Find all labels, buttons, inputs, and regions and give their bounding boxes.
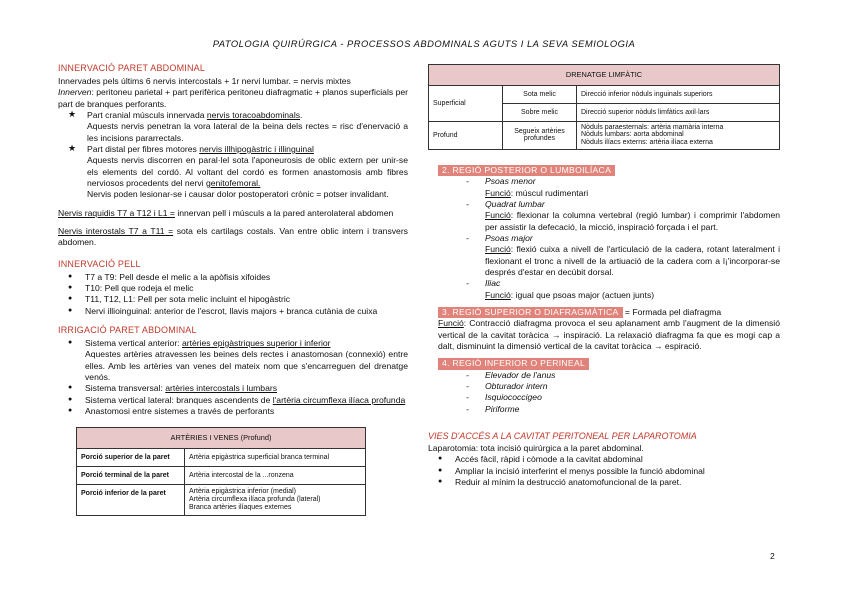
label: Funció — [485, 289, 511, 300]
table-row — [429, 65, 780, 86]
star-list — [66, 110, 408, 201]
underlined-term: genitofemoral. — [205, 177, 261, 188]
text: : múscul rudimentari — [510, 187, 589, 198]
section-regio-inferior — [438, 358, 780, 415]
list-item: ● Ampliar la incisió interferint el menys possible la funció abdominal — [436, 466, 780, 477]
text: Sistema vertical anterior: — [85, 337, 182, 348]
section-title: VIES D'ACCÉS A LA CAVITAT PERITONEAL PER LAPAROTOMIA — [428, 431, 697, 442]
list-item: - Obturador intern — [466, 381, 780, 392]
section-irrigacio — [58, 325, 408, 417]
table-row — [429, 121, 780, 149]
section-title: INNERVACIÓ PELL — [58, 258, 141, 269]
bullet-list — [66, 338, 408, 417]
label: Funció — [485, 244, 511, 255]
list-item — [66, 395, 408, 406]
text: innervan pell i músculs a la pared anterolateral abdomen — [174, 207, 394, 218]
arteries-table — [76, 427, 366, 515]
page-number: 2 — [770, 551, 775, 561]
underlined-term: l'artèria circumflexa ilíaca profunda — [272, 394, 406, 405]
underlined-term: nervis toracoabdominals — [206, 109, 301, 120]
text: Sistema transversal: — [85, 383, 166, 394]
paragraph — [438, 307, 780, 318]
sub-paragraph — [466, 244, 780, 278]
drenatge-table — [428, 64, 780, 150]
text: Part distal per fibres motores — [87, 143, 200, 154]
table-cell-label: Porció terminal de la paret — [77, 467, 185, 485]
section-vies-acces — [428, 431, 780, 488]
sub-paragraph — [466, 188, 780, 199]
dash-list — [466, 233, 780, 244]
table-row — [77, 467, 366, 485]
bullet-list — [436, 454, 780, 488]
label: Funció — [485, 187, 511, 198]
sub-paragraph — [87, 155, 408, 189]
table-row — [77, 428, 366, 449]
dash-list — [466, 370, 780, 415]
list-item: - Elevador de l'anus — [466, 370, 780, 381]
dash-list — [466, 278, 780, 289]
text: Aquests nervis discorren en paral·lel sota l'aponeurosis de oblic extern per unir-se els elements del cordó. Al voltant del cordó es formen anastomosis amb fibres nerviosos procedents del nervi — [87, 155, 408, 188]
table-cell-value: Artèria epigàstrica superficial branca terminal — [185, 448, 366, 466]
list-item: - Psoas major — [466, 233, 780, 244]
list-item: ● Nervi illioinguinal: anterior de l'escrot, llavis majors + branca cutània de cuixa — [66, 306, 408, 317]
section-regio-posterior — [438, 165, 780, 301]
text: sota els cartilags costals. Van entre oblic intern i transvers abdomen. — [58, 226, 408, 248]
table-cell-value: Nòduls paraesternals: artèria mamària interna Nòduls lumbars: aorta abdominal Nòduls ilíacs externs: artèria ilíaca externa — [577, 121, 780, 149]
bullet-list — [66, 272, 408, 317]
table-row — [77, 448, 366, 466]
table-cell-value: Artèria epigàstrica inferior (medial) Artèria circumflexa ilíaca profunda (lateral) Branca artèries ilíaques externes — [185, 485, 366, 515]
underlined-term: artèries epigàstriques superior i inferior — [181, 337, 331, 348]
page-header: PATOLOGIA QUIRÚRGICA - PROCESSOS ABDOMINALS AGUTS I LA SEVA SEMIOLOGIA — [212, 38, 636, 49]
table-cell-value: Artèria intercostal de la ...ronzena — [185, 467, 366, 485]
paragraph — [58, 226, 408, 249]
list-item: ● Anastomosi entre sistemes a través de perforants — [66, 406, 408, 417]
section-regio-superior — [438, 307, 780, 352]
text: = Formada pel diafragma — [622, 306, 722, 317]
sub-paragraph: Aquestes artèries atravessen les beines dels rectes i anastomosan (connexió) entre elles. Amb les artèries van venes del mateix nom que s'encarreguen del drenatge venós. — [85, 349, 408, 382]
left-column — [58, 63, 408, 516]
sub-paragraph — [466, 290, 780, 301]
list-item — [66, 338, 408, 383]
table-title: ARTÈRIES I VENES (Profund) — [77, 428, 366, 449]
text: Sistema vertical lateral: branques ascendents de — [85, 394, 273, 405]
label: Funció — [485, 210, 511, 221]
list-item: ● Reduir al mínim la destrucció anatomofuncional de la paret. — [436, 477, 780, 488]
underlined-term: Nervis raquidis T7 a T12 i L1 = — [58, 207, 175, 218]
section-title: 2. REGIÓ POSTERIOR O LUMBOILÍACA — [438, 165, 615, 176]
label: Innerven — [58, 87, 92, 98]
section-innervacio-pell — [58, 259, 408, 317]
table-row — [429, 85, 780, 103]
text: : flexionar la columna vertebral (regió lumbar) i comprimir l'abdomen per assistir la defecació, la micció, inspiració forçada i el part. — [485, 210, 780, 232]
list-item — [66, 383, 408, 394]
table-cell-sub: Segueix artèries profundes — [503, 121, 577, 149]
text: Part cranial músculs innervada — [87, 109, 207, 120]
list-item: - Iliac — [466, 278, 780, 289]
text: : peritoneu parietal + part perifèrica peritoneu diafragmatic + planos superficials per part de branques perforants. — [58, 87, 408, 109]
table-cell-label: Superficial — [429, 85, 503, 121]
underlined-term: Nervis interostals T7 a T11 = — [58, 226, 174, 236]
section-innervacio-paret — [58, 63, 408, 249]
paragraph: Innervades pels últims 6 nervis intercostals + 1r nervi lumbar. = nervis mixtes — [58, 75, 351, 86]
table-cell-value: Direcció superior nòduls limfàtics axil·lars — [577, 103, 780, 121]
sub-paragraph: Aquests nervis penetran la vora lateral de la beina dels rectes = risc d'enervació a les incisions pararrectals. — [87, 121, 408, 143]
table-cell-label: Porció inferior de la paret — [77, 485, 185, 515]
list-item — [66, 110, 408, 144]
table-cell-label: Profund — [429, 121, 503, 149]
section-title: 4. REGIÓ INFERIOR O PERINEAL — [438, 358, 589, 369]
list-item: ● Accés fàcil, ràpid i còmode a la cavitat abdominal — [436, 454, 780, 465]
underlined-term: artèries intercostals i lumbars — [165, 383, 278, 394]
table-row — [77, 485, 366, 515]
underlined-term: nervis illhipogàstric i illinguinal — [199, 143, 314, 154]
table-cell-label: Porció superior de la paret — [77, 448, 185, 466]
text: . — [300, 109, 303, 120]
section-title: 3. REGIÓ SUPERIOR O DIAFRAGMÀTICA — [438, 307, 623, 318]
list-item: ● T7 a T9: Pell desde el melic a la apòfisis xifoides — [66, 272, 408, 283]
paragraph — [58, 208, 408, 219]
list-item: - Quadrat lumbar — [466, 199, 780, 210]
sub-paragraph: Nervis poden lesionar-se i causar dolor postoperatori crònic = potser invalidant. — [87, 189, 389, 200]
paragraph — [58, 87, 408, 110]
text: : flexió cuixa a nivell de l'articulació de la cadera, rotant lateralment i flexionant el tronc a nivell de la artiuació de la cadera com a l¡'incorporar-se després d'estar en decúbit dorsal. — [485, 244, 780, 277]
label: Funció — [438, 318, 464, 329]
table-title: DRENATGE LIMFÀTIC — [429, 65, 780, 86]
paragraph: Laparotomia: tota incisió quirúrgica a la paret abdominal. — [428, 442, 644, 453]
list-item: ● T10: Pell que rodeja el melic — [66, 283, 408, 294]
text: : Contracció diafragma provoca el seu aplanament amb l'augment de la dimensió vertical de la cavitat toràcica → inspiració. La relaxació diafragma fa que es mogi cap a dalt, disminuint la dimensió vertical de la cavitat toràcica → espiració. — [438, 318, 780, 351]
list-item: - Piriforme — [466, 404, 780, 415]
section-title: INNERVACIÓ PARET ABDOMINAL — [58, 63, 206, 73]
list-item: - Isquiococcigeo — [466, 392, 780, 403]
table-cell-value: Direcció inferior nòduls inguinals superiors — [577, 85, 780, 103]
dash-list — [466, 199, 780, 210]
list-item: - Psoas menor — [466, 176, 780, 187]
right-column — [428, 64, 780, 488]
table-cell-sub: Sota melic — [503, 85, 577, 103]
text: : igual que psoas major (actuen junts) — [510, 289, 655, 300]
table-cell-sub: Sobre melic — [503, 103, 577, 121]
paragraph — [438, 318, 780, 352]
section-title: IRRIGACIÓ PARET ABDOMINAL — [58, 324, 197, 335]
list-item: ● T11, T12, L1: Pell per sota melic incluint el hipogàstric — [66, 294, 408, 305]
sub-paragraph — [466, 210, 780, 233]
list-item — [66, 144, 408, 201]
dash-list — [466, 176, 780, 187]
